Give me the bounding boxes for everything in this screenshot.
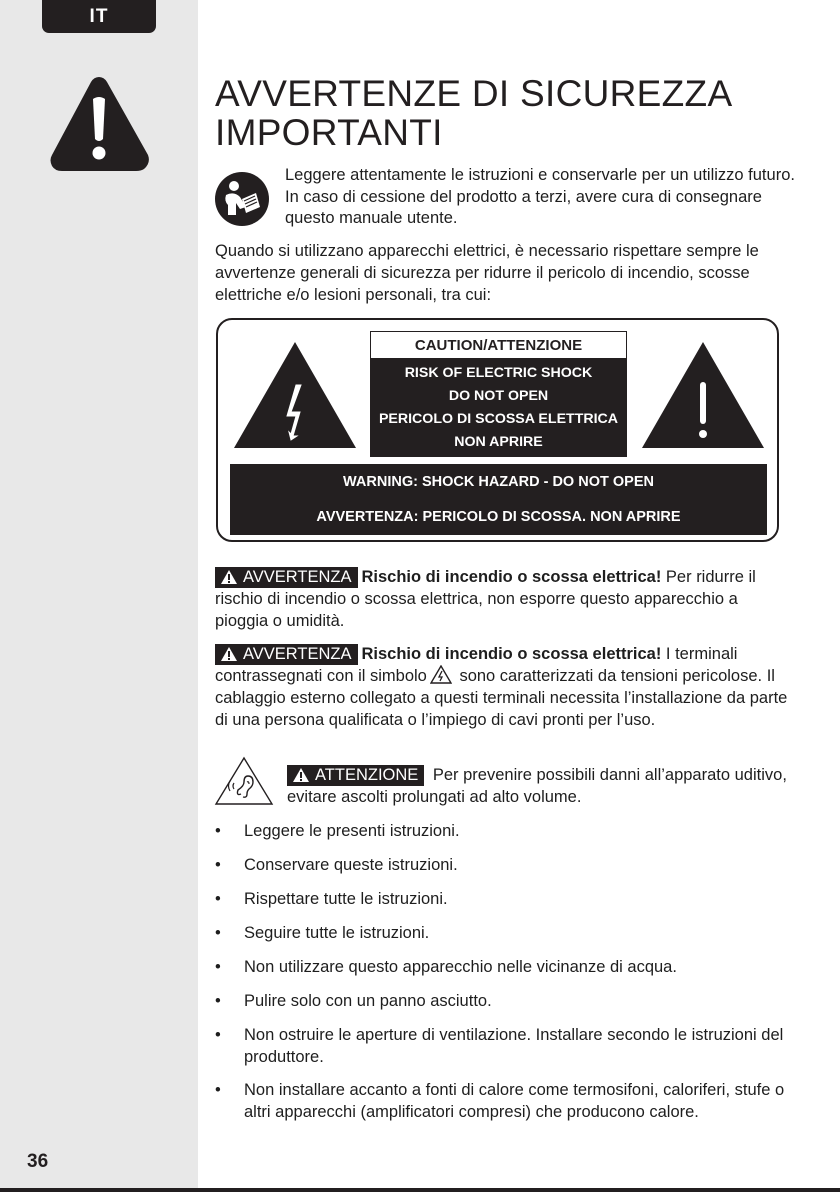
list-item: • Pulire solo con un panno asciutto. (215, 990, 795, 1012)
list-item: • Non ostruire le aperture di ventilazione. Installare secondo le istruzioni del produttore. (215, 1024, 795, 1068)
caution-line: PERICOLO DI SCOSSA ELETTRICA (378, 410, 619, 427)
warning-paragraph (215, 566, 790, 632)
caution-paragraph (287, 764, 797, 808)
list-item: • Rispettare tutte le istruzioni. (215, 888, 795, 910)
warning-paragraph (215, 643, 790, 731)
page-number: 36 (27, 1151, 49, 1172)
page-title: AVVERTENZE DI SICUREZZA IMPORTANTI (215, 73, 731, 153)
warning-badge-label: AVVERTENZA (243, 645, 352, 663)
warning-triangle-icon (221, 647, 237, 661)
lightning-triangle-icon (233, 340, 357, 450)
list-item: • Conservare queste istruzioni. (215, 854, 795, 876)
caution-line: DO NOT OPEN (448, 387, 549, 404)
warning-badge-label: AVVERTENZA (243, 568, 352, 586)
sidebar (0, 0, 198, 1188)
caution-line: RISK OF ELECTRIC SHOCK (404, 364, 593, 381)
warning-headline: Rischio di incendio o scossa elettrica! (361, 645, 662, 663)
warning-triangle-icon (293, 768, 309, 782)
warning-badge (215, 567, 358, 588)
caution-line: NON APRIRE (454, 433, 543, 450)
caution-text: Per prevenire possibili danni all’apparato uditivo, evitare ascolti prolungati ad alto volume. (287, 766, 787, 806)
caution-badge (287, 765, 424, 786)
banner-line: WARNING: SHOCK HAZARD - DO NOT OPEN (343, 473, 654, 490)
warning-text: Per ridurre il rischio di incendio o scossa elettrica, non esporre questo apparecchio a pioggia o umidità. (215, 568, 756, 630)
caution-shock-panel (370, 358, 627, 457)
caution-label: CAUTION/ATTENZIONE (370, 331, 627, 359)
bottom-rule (0, 1188, 840, 1192)
warning-text: sono caratterizzati da tensioni pericolose. Il cablaggio esterno collegato a questi terminali necessita l’installazione da parte di una persona qualificata o l’impiego di cavi pronti per l’uso. (215, 667, 788, 729)
caution-badge-label: ATTENZIONE (315, 766, 419, 784)
warning-text: I terminali contrassegnati con il simbolo (215, 645, 738, 685)
exclamation-triangle-icon (641, 340, 765, 450)
list-item: • Leggere le presenti istruzioni. (215, 820, 795, 842)
intro-text: Leggere attentamente le istruzioni e conservarle per un utilizzo futuro. In caso di cessione del prodotto a terzi, avere cura di consegnare questo manuale utente. (285, 166, 795, 227)
exclamation-warning-triangle-icon (46, 73, 152, 173)
warning-badge (215, 644, 358, 665)
list-item: • Seguire tutte le istruzioni. (215, 922, 795, 944)
list-item: • Non utilizzare questo apparecchio nelle vicinanze di acqua. (215, 956, 795, 978)
shock-hazard-banner (230, 464, 767, 535)
language-tab: IT (42, 0, 156, 33)
read-manual-icon (214, 171, 270, 227)
hearing-damage-icon (214, 756, 274, 806)
list-item: • Non installare accanto a fonti di calore come termosifoni, caloriferi, stufe o altri apparecchi (amplificatori compresi) che producono calore. (215, 1079, 795, 1123)
general-safety-text: Quando si utilizzano apparecchi elettrici, è necessario rispettare sempre le avvertenze generali di sicurezza per ridurre il pericolo di incendio, scosse elettriche e/o lesioni personali, tra cui: (215, 242, 759, 304)
warning-headline: Rischio di incendio o scossa elettrica! (361, 568, 662, 586)
warning-triangle-icon (221, 570, 237, 584)
instruction-list (215, 820, 795, 1123)
lightning-symbol-icon (430, 665, 452, 684)
banner-line: AVVERTENZA: PERICOLO DI SCOSSA. NON APRIRE (316, 508, 681, 525)
